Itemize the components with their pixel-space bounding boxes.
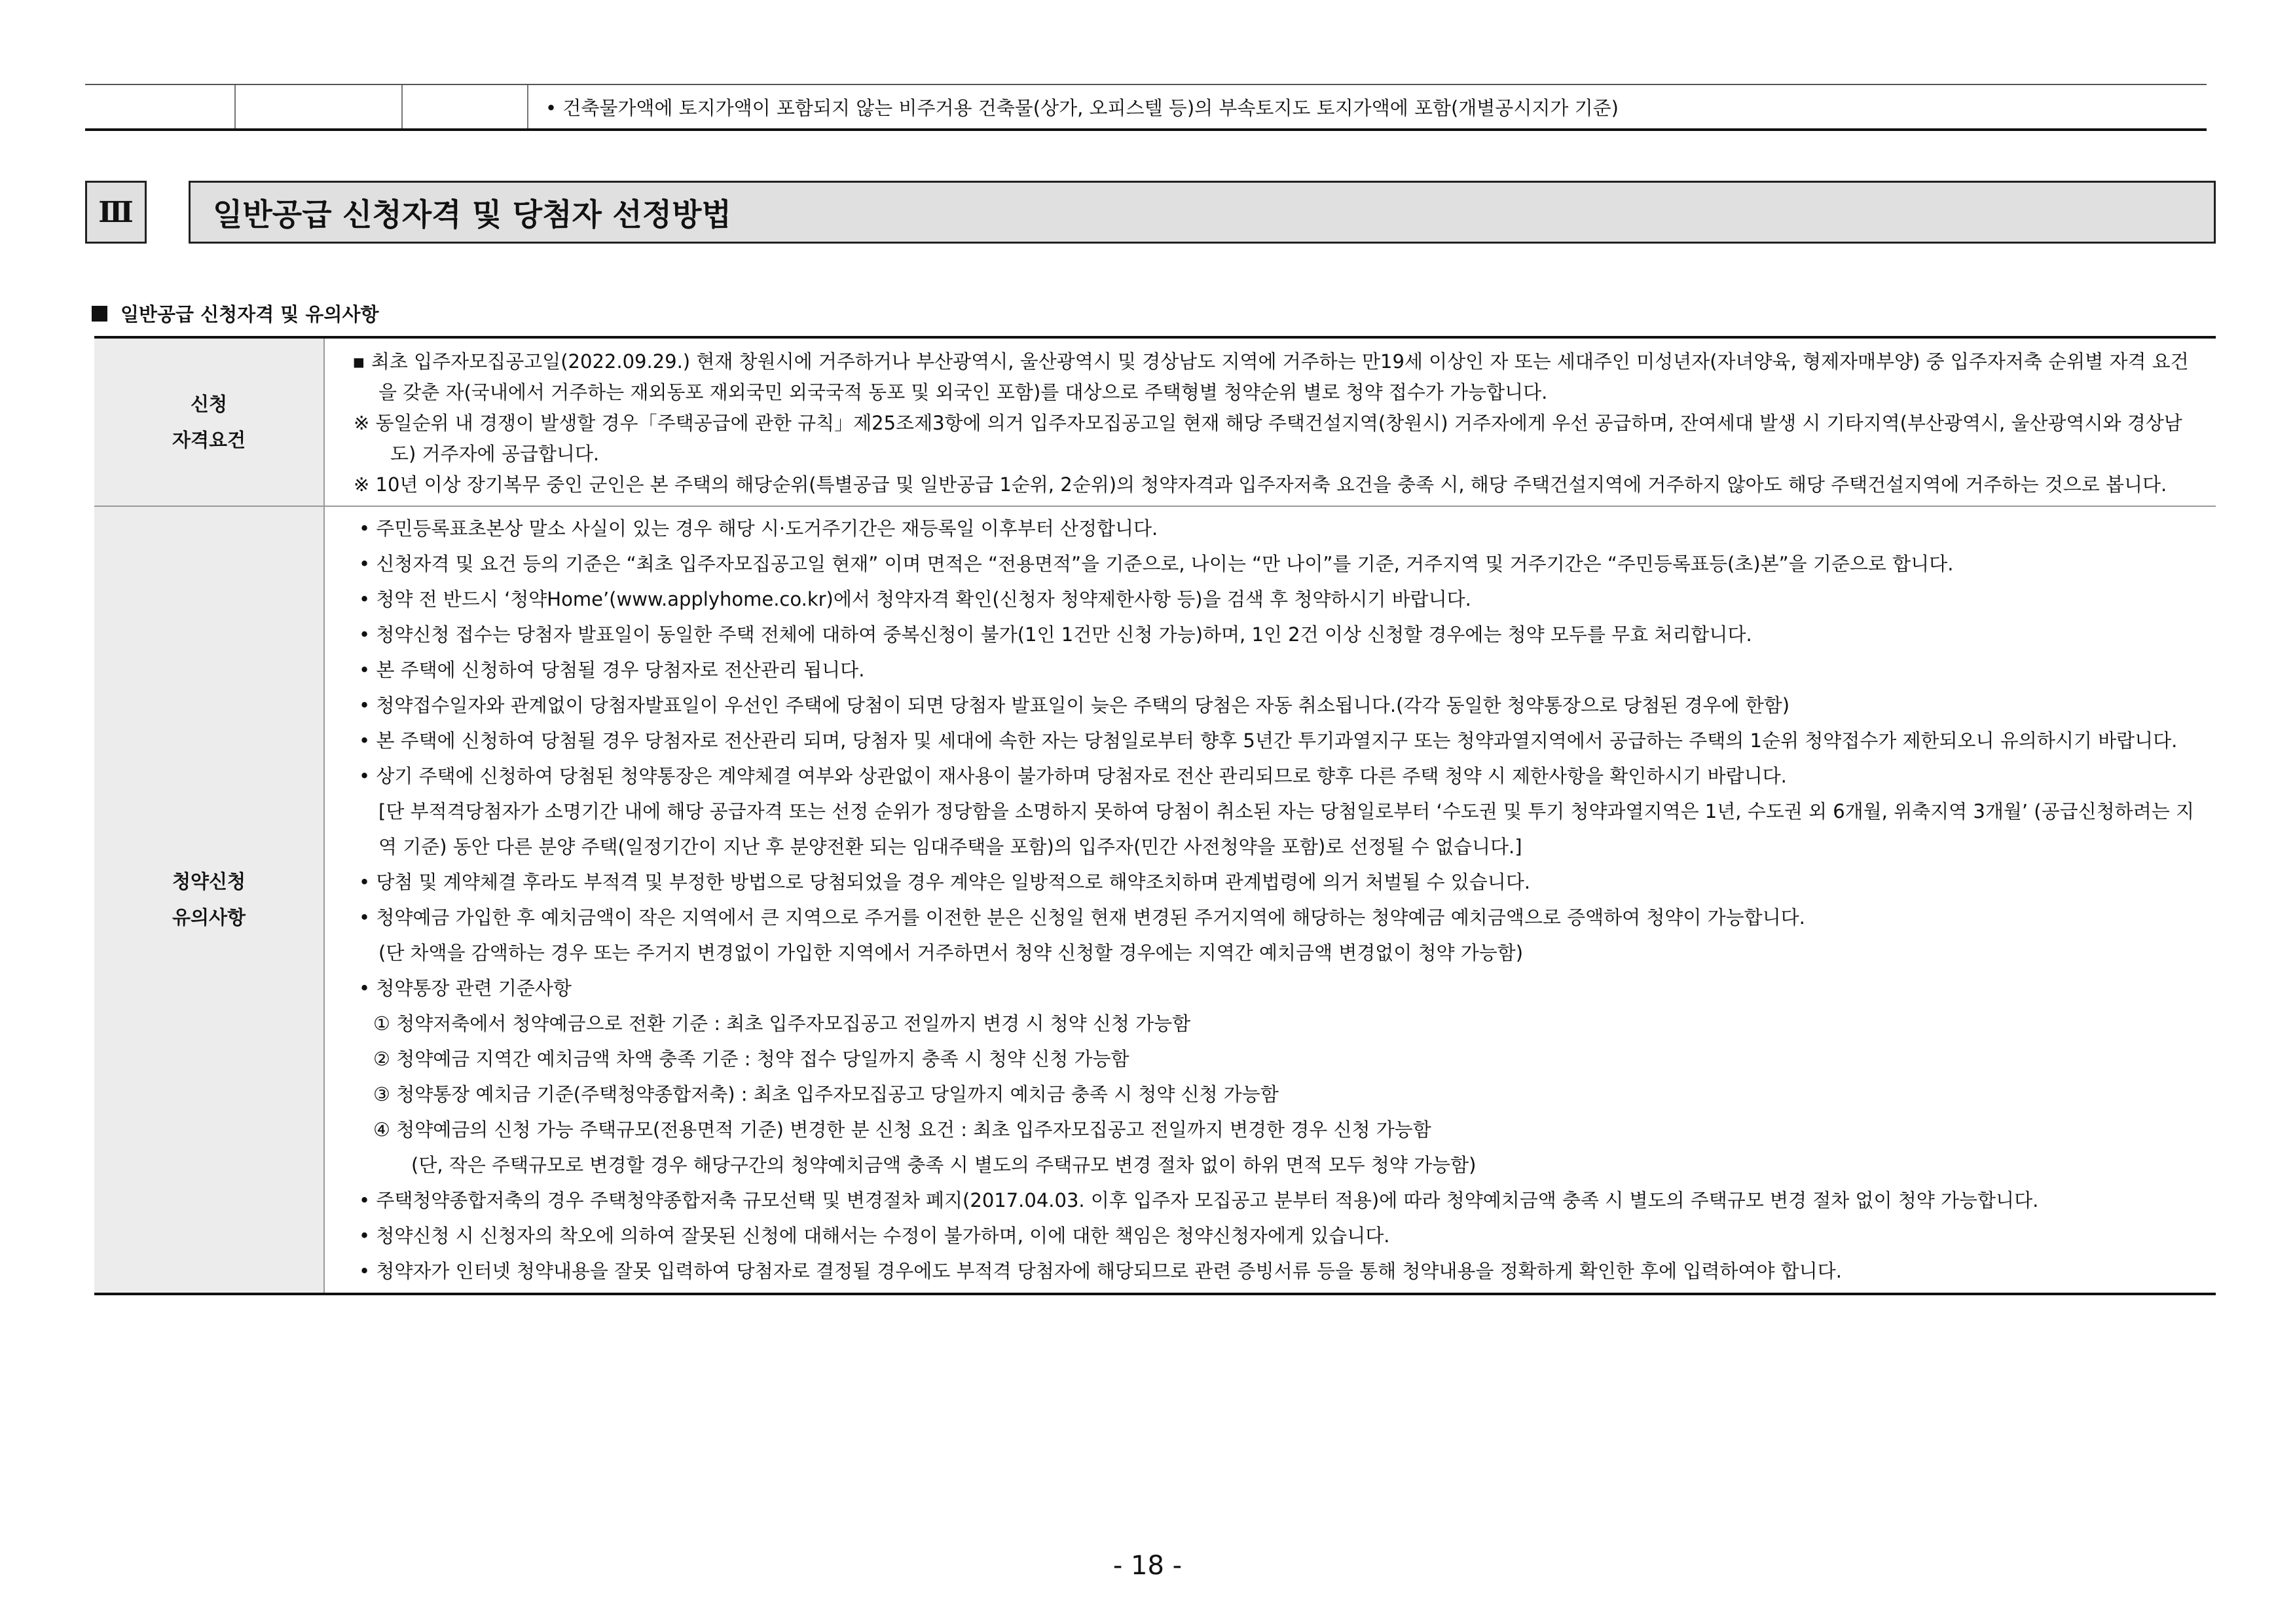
table-cell — [403, 85, 528, 128]
row-label-notice: 청약신청 유의사항 — [94, 507, 325, 1293]
subheading-text: 일반공급 신청자격 및 유의사항 — [120, 303, 379, 325]
numbered-item: ② 청약예금 지역간 예치금액 차액 충족 기준 : 청약 접수 당일까지 충족 시 청약 신청 가능함 — [373, 1048, 1129, 1070]
table-row — [94, 339, 2216, 506]
list-item: • 본 주택에 신청하여 당첨될 경우 당첨자로 전산관리 되며, 당첨자 및 세대에 속한 자는 당첨일로부터 향후 5년간 투기과열지구 또는 청약과열지역에서 공급하는 주택의 1순위 청약접수가 제한되오니 유의하시기 바랍니다. — [359, 729, 2178, 752]
list-item-note: [단 부적격당첨자가 소명기간 내에 해당 공급자격 또는 선정 순위가 정당함을 소명하지 못하여 당첨이 취소된 자는 당첨일로부터 ‘수도권 및 투기 청약과열지역은 1년, 수도권 외 6개월, 위축지역 3개월’ (공급신청하려는 지역 기준) 동안 다른 분양 주택(일정기간이 지난 후 분양전환 되는 임대주택을 포함)의 입주자(민간 사전청약을 포함)로 선정될 수 없습니다.] — [378, 800, 2194, 858]
list-item: • 상기 주택에 신청하여 당첨된 청약통장은 계약체결 여부와 상관없이 재사용이 불가하며 당첨자로 전산 관리되므로 향후 다른 주택 청약 시 제한사항을 확인하시기 바랍니다. — [359, 765, 1787, 787]
previous-table-last-row — [85, 84, 2207, 131]
square-bullet-icon — [92, 306, 107, 322]
notice-content — [325, 507, 2216, 1293]
list-item: • 주택청약종합저축의 경우 주택청약종합저축 규모선택 및 변경절차 폐지(2017.04.03. 이후 입주자 모집공고 분부터 적용)에 따라 청약예치금액 충족 시 별도의 주택규모 변경 절차 없이 청약 가능합니다. — [359, 1189, 2039, 1211]
list-item: • 본 주택에 신청하여 당첨될 경우 당첨자로 전산관리 됩니다. — [359, 659, 865, 681]
numbered-item-note: (단, 작은 주택규모로 변경할 경우 해당구간의 청약예치금액 충족 시 별도의 주택규모 변경 절차 없이 하위 면적 모두 청약 가능함) — [411, 1154, 1477, 1176]
subheading — [92, 300, 378, 327]
list-item: • 청약신청 접수는 당첨자 발표일이 동일한 주택 전체에 대하여 중복신청이 불가(1인 1건만 신청 가능)하며, 1인 2건 이상 신청할 경우에는 청약 모두를 무효 처리합니다. — [359, 623, 1752, 646]
table-cell — [85, 85, 236, 128]
list-item: • 청약신청 시 신청자의 착오에 의하여 잘못된 신청에 대해서는 수정이 불가하며, 이에 대한 책임은 청약신청자에게 있습니다. — [359, 1225, 1390, 1247]
list-item: • 청약접수일자와 관계없이 당첨자발표일이 우선인 주택에 당첨이 되면 당첨자 발표일이 늦은 주택의 당첨은 자동 취소됩니다.(각각 동일한 청약통장으로 당첨된 경우에 한함) — [359, 694, 1790, 716]
table-cell — [236, 85, 403, 128]
numbered-item: ④ 청약예금의 신청 가능 주택규모(전용면적 기준) 변경한 분 신청 요건 : 최초 입주자모집공고 전일까지 변경한 경우 신청 가능함 — [373, 1118, 1431, 1141]
table-cell-text: • 건축물가액에 토지가액이 포함되지 않는 비주거용 건축물(상가, 오피스텔 등)의 부속토지도 토지가액에 포함(개별공시지가 기준) — [545, 96, 1619, 119]
section-title: 일반공급 신청자격 및 당첨자 선정방법 — [189, 181, 2216, 244]
page-number: - 18 - — [1112, 1551, 1183, 1581]
numbered-item: ③ 청약통장 예치금 기준(주택청약종합저축) : 최초 입주자모집공고 당일까지 예치금 충족 시 청약 신청 가능함 — [373, 1083, 1279, 1105]
qualification-content — [325, 339, 2216, 506]
note-item: ※ 동일순위 내 경쟁이 발생할 경우「주택공급에 관한 규칙」제25조제3항에 의거 입주자모집공고일 현재 해당 주택건설지역(창원시) 거주자에게 우선 공급하며, 잔여세대 발생 시 기타지역(부산광역시, 울산광역시와 경상남도) 거주자에 공급합니다. — [354, 412, 2182, 465]
section-number: Ⅲ — [85, 181, 147, 244]
list-item: • 신청자격 및 요건 등의 기준은 “최초 입주자모집공고일 현재” 이며 면적은 “전용면적”을 기준으로, 나이는 “만 나이”를 기준, 거주지역 및 거주기간은 “주민등록표등(초)본”을 기준으로 합니다. — [359, 553, 1954, 575]
list-item: • 주민등록표초본상 말소 사실이 있는 경우 해당 시·도거주기간은 재등록일 이후부터 산정합니다. — [359, 517, 1158, 540]
list-item: • 청약통장 관련 기준사항 — [359, 977, 572, 999]
qualification-table — [94, 336, 2216, 1295]
list-item: • 청약자가 인터넷 청약내용을 잘못 입력하여 당첨자로 결정될 경우에도 부적격 당첨자에 해당되므로 관련 증빙서류 등을 통해 청약내용을 정확하게 확인한 후에 입력하여야 합니다. — [359, 1260, 1842, 1282]
row-label-qualification: 신청 자격요건 — [94, 339, 325, 506]
list-item-note: (단 차액을 감액하는 경우 또는 주거지 변경없이 가입한 지역에서 거주하면서 청약 신청할 경우에는 지역간 예치금액 변경없이 청약 가능함) — [378, 942, 1524, 964]
table-row — [94, 506, 2216, 1293]
list-item: • 청약예금 가입한 후 예치금액이 작은 지역에서 큰 지역으로 주거를 이전한 분은 신청일 현재 변경된 주거지역에 해당하는 청약예금 예치금액으로 증액하여 청약이 가능합니다. — [359, 906, 1805, 929]
numbered-item: ① 청약저축에서 청약예금으로 전환 기준 : 최초 입주자모집공고 전일까지 변경 시 청약 신청 가능함 — [373, 1012, 1191, 1035]
list-item: • 청약 전 반드시 ‘청약Home’(www.applyhome.co.kr)에서 청약자격 확인(신청자 청약제한사항 등)을 검색 후 청약하시기 바랍니다. — [359, 588, 1471, 610]
list-item: ▪ 최초 입주자모집공고일(2022.09.29.) 현재 창원시에 거주하거나 부산광역시, 울산광역시 및 경상남도 지역에 거주하는 만19세 이상인 자 또는 세대주인 미성년자(자녀양육, 형제자매부양) 중 입주자저축 순위별 자격 요건을 갖춘 자(국내에서 거주하는 재외동포 재외국민 외국국적 동포 및 외국인 포함)를 대상으로 주택형별 청약순위 별로 청약 접수가 가능합니다. — [352, 350, 2189, 403]
note-item: ※ 10년 이상 장기복무 중인 군인은 본 주택의 해당순위(특별공급 및 일반공급 1순위, 2순위)의 청약자격과 입주자저축 요건을 충족 시, 해당 주택건설지역에 거주하지 않아도 해당 주택건설지역에 거주하는 것으로 봅니다. — [354, 473, 2167, 496]
list-item: • 당첨 및 계약체결 후라도 부적격 및 부정한 방법으로 당첨되었을 경우 계약은 일방적으로 해약조치하며 관계법령에 의거 처벌될 수 있습니다. — [359, 871, 1531, 893]
